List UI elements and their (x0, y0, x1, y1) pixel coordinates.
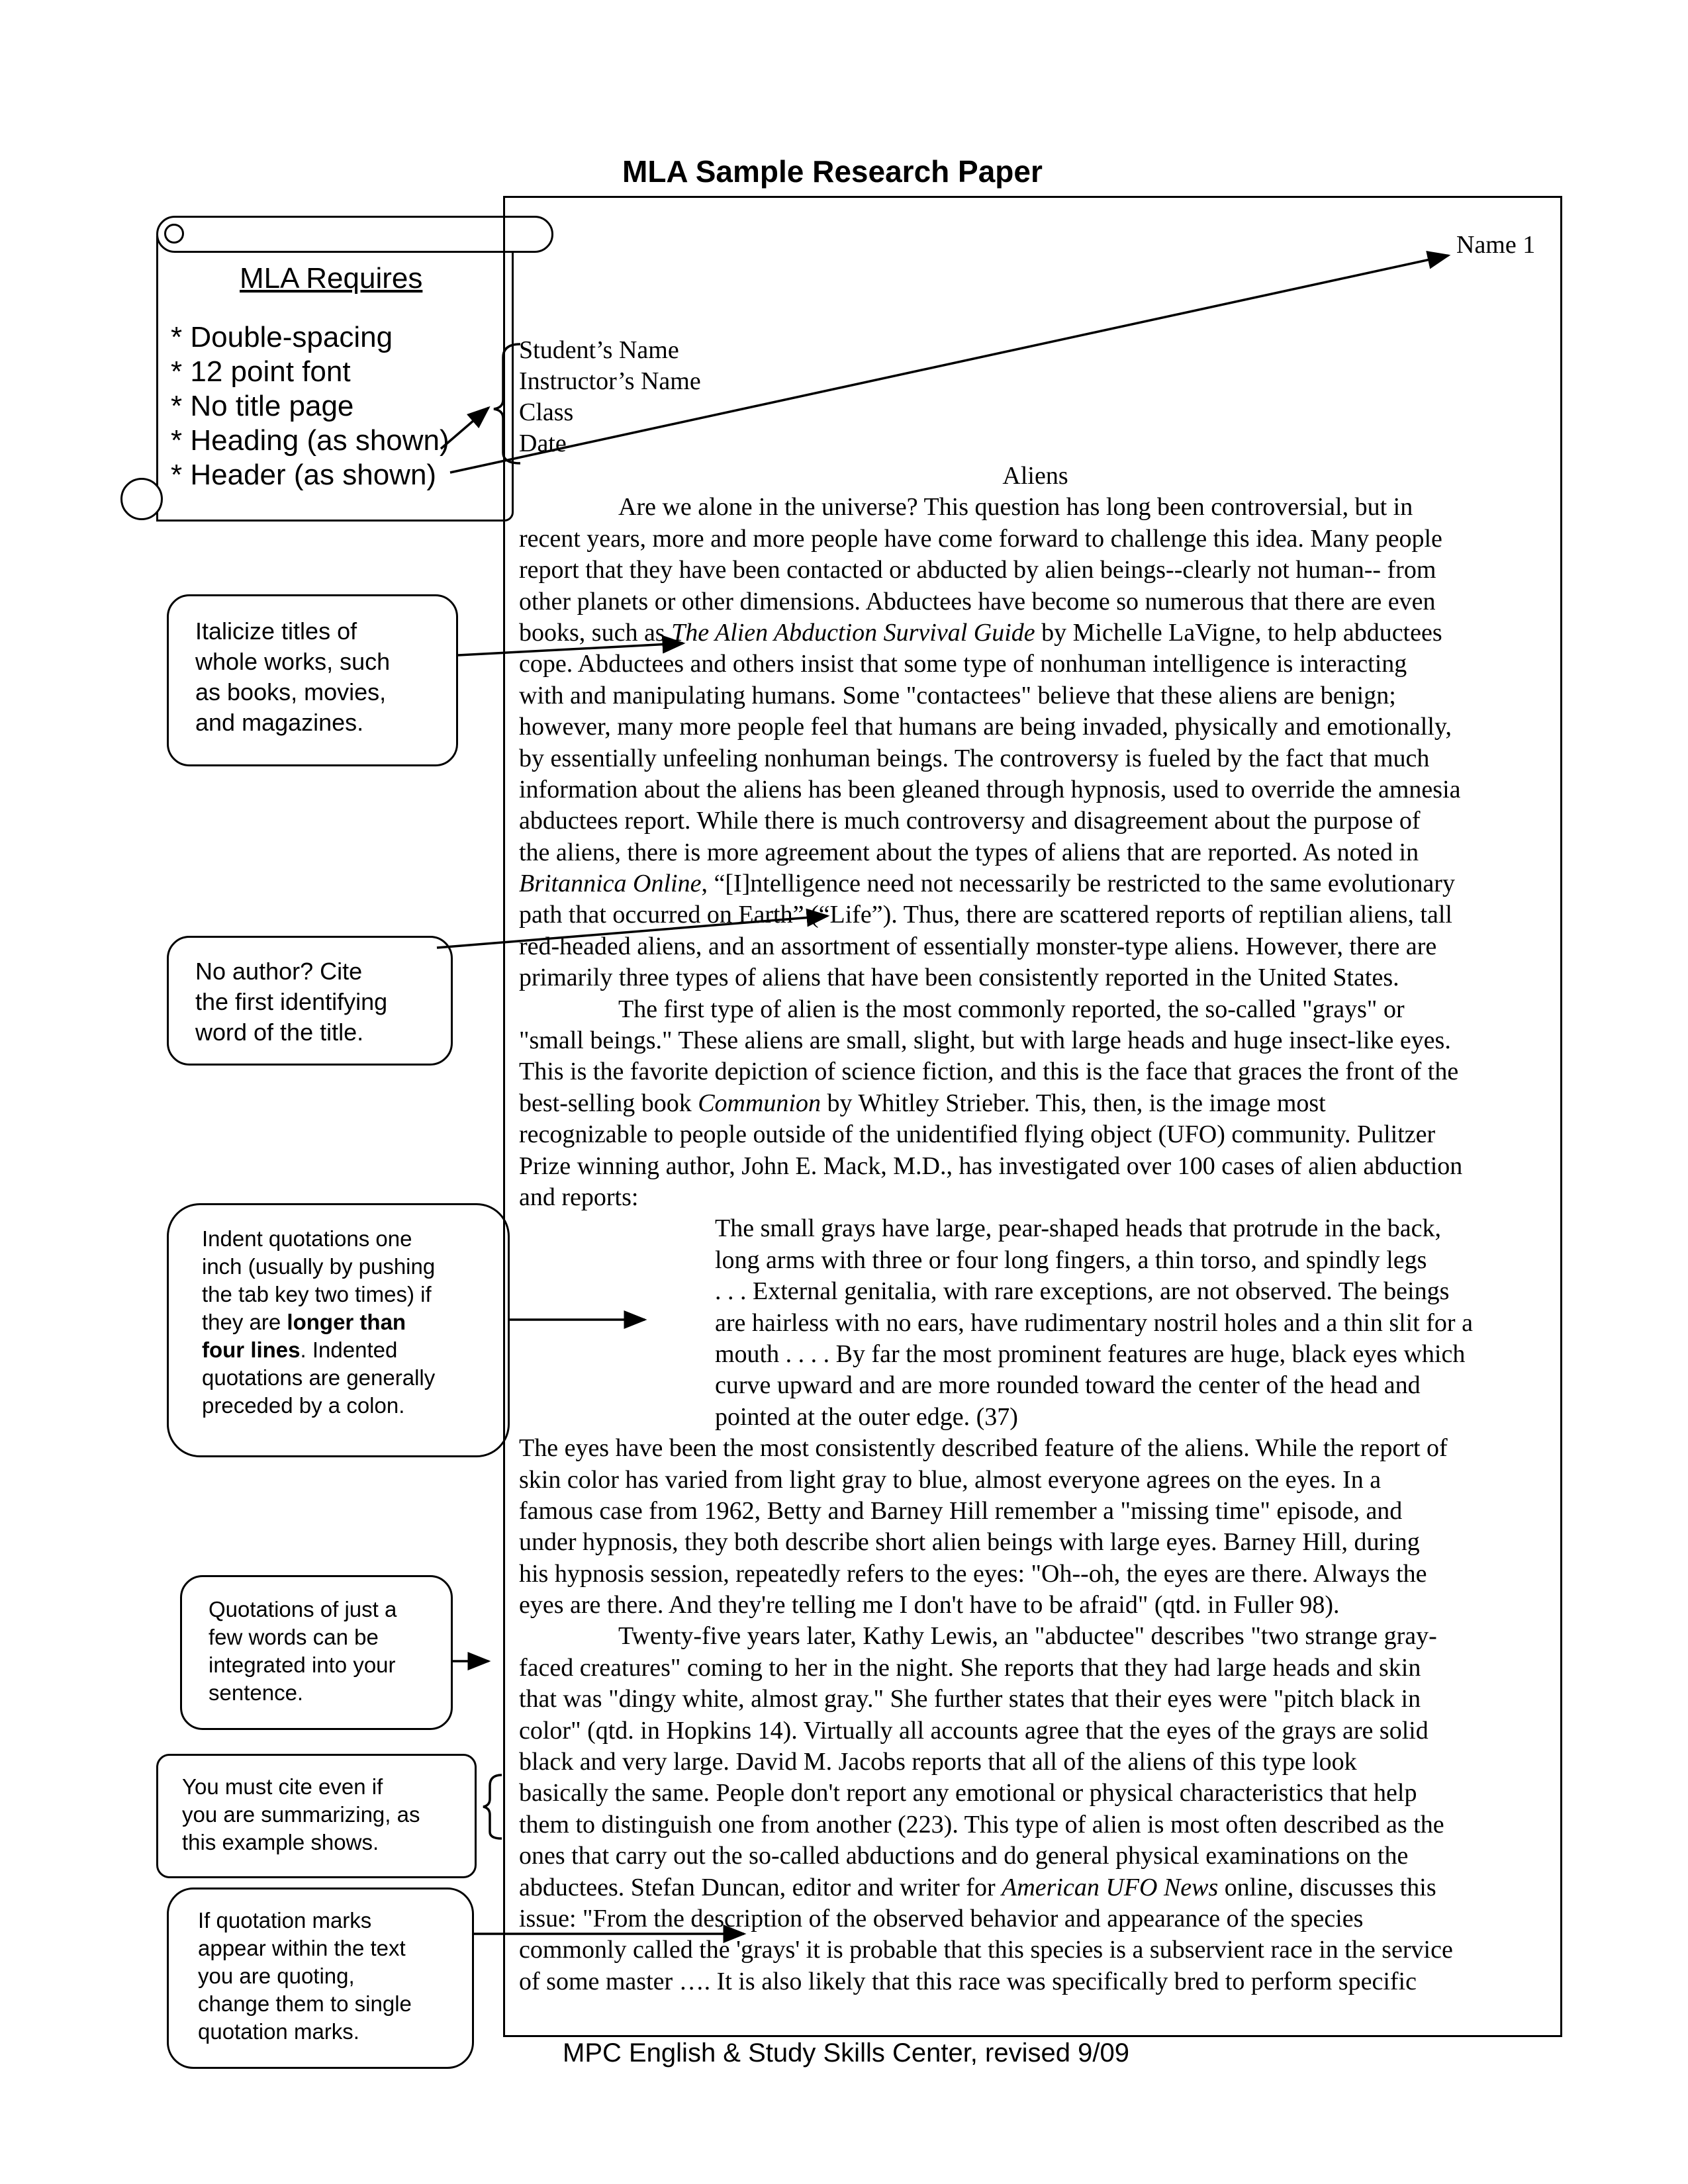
text-line: This is the favorite depiction of science fiction, and this is the face that graces the front of the (519, 1058, 1459, 1086)
note-line: and magazines. (195, 709, 364, 736)
text-line: The eyes have been the most consistently described feature of the aliens. While the report of (519, 1434, 1448, 1463)
text-span: best-selling book (519, 1089, 698, 1117)
text-line: of some master …. It is also likely that this race was specifically bred to perform specific (519, 1967, 1417, 1995)
note-line: sentence. (209, 1680, 304, 1705)
text-line: ones that carry out the so-called abductions and do general physical examinations on the (519, 1842, 1409, 1870)
text-line: The first type of alien is the most commonly reported, the so-called "grays" or (618, 995, 1405, 1023)
note-line: the first identifying (195, 988, 388, 1015)
paper-title: Aliens (1002, 462, 1068, 490)
heading-instructor-name: Instructor’s Name (519, 367, 701, 395)
heading-class: Class (519, 398, 574, 426)
note-emphasis: four lines (202, 1338, 301, 1362)
text-line: skin color has varied from light gray to blue, almost everyone agrees on the eyes. In a (519, 1465, 1382, 1494)
text-line: recent years, more and more people have come forward to challenge this idea. Many people (519, 524, 1442, 553)
note-text: . Indented (300, 1338, 398, 1362)
italic-title: American UFO News (1002, 1873, 1219, 1901)
heading-student-name: Student’s Name (519, 336, 679, 364)
text-span: abductees. Stefan Duncan, editor and writer for (519, 1873, 1002, 1901)
no-author-arrow (437, 916, 827, 948)
note-line: you are summarizing, as (182, 1802, 420, 1827)
text-line: under hypnosis, they both describe short alien beings with large eyes. Barney Hill, during (519, 1528, 1420, 1557)
italic-title: Britannica Online (519, 870, 702, 898)
text-line: recognizable to people outside of the unidentified flying object (UFO) community. Pulitzer (519, 1120, 1436, 1149)
note-line: Indent quotations one (202, 1226, 412, 1251)
italic-title: Communion (698, 1089, 821, 1117)
note-line: Quotations of just a (209, 1597, 397, 1621)
note-line: you are quoting, (198, 1964, 355, 1988)
text-line: with and manipulating humans. Some "contactees" believe that these aliens are benign; (519, 681, 1396, 709)
text-line: faced creatures" coming to her in the night. She reports that they had large heads and skin (519, 1653, 1421, 1682)
list-item: * Heading (as shown) (171, 424, 449, 457)
note-line: appear within the text (198, 1936, 406, 1960)
text-line: primarily three types of aliens that have been consistently reported in the United States. (519, 964, 1399, 992)
heading-brace-icon (494, 344, 520, 463)
text-line: black and very large. David M. Jacobs reports that all of the aliens of this type look (519, 1748, 1357, 1776)
text-line: Prize winning author, John E. Mack, M.D., has investigated over 100 cases of alien abduction (519, 1152, 1463, 1180)
note-text: they are (202, 1310, 287, 1334)
note-line: change them to single (198, 1991, 412, 2016)
block-quote-line: curve upward and are more rounded toward the center of the head and (715, 1371, 1421, 1400)
text-line: "small beings." These aliens are small, slight, but with large heads and huge insect-like eyes. (519, 1026, 1451, 1055)
note-line: inch (usually by pushing (202, 1254, 436, 1279)
italic-title: The Alien Abduction Survival Guide (671, 618, 1035, 647)
text-span: by Michelle LaVigne, to help abductees (1035, 618, 1442, 647)
text-span: online, discusses this (1218, 1873, 1436, 1901)
note-line: the tab key two times) if (202, 1282, 432, 1306)
note-line: If quotation marks (198, 1908, 372, 1933)
note-line: Italicize titles of (195, 617, 357, 645)
page-footer: MPC English & Study Skills Center, revised 9/09 (563, 2038, 1129, 2068)
text-line: red-headed aliens, and an assortment of essentially monster-type aliens. However, there are (519, 932, 1437, 960)
text-line: color" (qtd. in Hopkins 14). Virtually all accounts agree that the eyes of the grays are solid (519, 1716, 1429, 1745)
note-line: You must cite even if (182, 1774, 383, 1799)
note-emphasis: longer than (287, 1310, 406, 1334)
block-quote-line: . . . External genitalia, with rare exceptions, are not observed. The beings (715, 1277, 1450, 1306)
text-line: however, many more people feel that humans are being invaded, physically and emotionally, (519, 713, 1452, 741)
page-header: Name 1 (1456, 231, 1536, 259)
block-quote-line: The small grays have large, pear-shaped heads that protrude in the back, (715, 1214, 1441, 1243)
text-line: issue: "From the description of the observed behavior and appearance of the species (519, 1904, 1364, 1933)
block-quote-line: are hairless with no ears, have rudimentary nostril holes and a thin slit for a (715, 1308, 1473, 1337)
text-span: , “[I]ntelligence need not necessarily be restricted to the same evolutionary (701, 870, 1455, 898)
heading-arrow (441, 408, 489, 449)
text-span: books, such as (519, 618, 672, 647)
list-item: * No title page (171, 390, 354, 422)
text-line: and reports: (519, 1183, 639, 1211)
list-item: * Double-spacing (171, 321, 393, 353)
text-line: commonly called the 'grays' it is probable that this species is a subservient race in the service (519, 1936, 1453, 1964)
note-line: as books, movies, (195, 678, 387, 705)
list-item: * 12 point font (171, 355, 351, 388)
text-line: basically the same. People don't report any emotional or physical characteristics that help (519, 1779, 1417, 1807)
text-line: eyes are there. And they're telling me I don't have to be afraid" (qtd. in Fuller 98). (519, 1591, 1340, 1619)
text-line: famous case from 1962, Betty and Barney Hill remember a "missing time" episode, and (519, 1496, 1403, 1525)
text-span: by Whitley Strieber. This, then, is the image most (821, 1089, 1326, 1117)
block-quote-line: pointed at the outer edge. (37) (715, 1402, 1018, 1431)
text-line: them to distinguish one from another (223). This type of alien is most often described as the (519, 1810, 1444, 1839)
text-line: abductees report. While there is much controversy and disagreement about the purpose of (519, 807, 1421, 835)
text-line: Are we alone in the universe? This question has long been controversial, but in (618, 493, 1413, 522)
text-line: information about the aliens has been gleaned through hypnosis, used to override the amnesia (519, 775, 1461, 803)
heading-date: Date (519, 430, 567, 457)
note-line: quotations are generally (202, 1365, 436, 1390)
note-line: preceded by a colon. (202, 1393, 405, 1418)
list-item: * Header (as shown) (171, 459, 437, 491)
block-quote-line: mouth . . . . By far the most prominent features are huge, black eyes which (715, 1340, 1466, 1368)
text-line: by essentially unfeeling nonhuman beings. The controversy is fueled by the fact that much (519, 744, 1430, 772)
text-line: path that occurred on Earth” (“Life”). Thus, there are scattered reports of reptilian aliens, tall (519, 901, 1452, 929)
text-line: cope. Abductees and others insist that some type of nonhuman intelligence is interacting (519, 650, 1407, 678)
cite-brace-icon (483, 1775, 502, 1839)
text-line: report that they have been contacted or abducted by alien beings--clearly not human-- from (519, 556, 1436, 584)
text-line: that was "dingy white, almost gray." She further states that their eyes were "pitch black in (519, 1685, 1421, 1713)
text-line: his hypnosis session, repeatedly refers to the eyes: "Oh--oh, the eyes are there. Always the (519, 1559, 1427, 1588)
note-line: integrated into your (209, 1653, 396, 1677)
note-line: few words can be (209, 1625, 379, 1649)
note-line: quotation marks. (198, 2019, 359, 2044)
scroll-title: MLA Requires (240, 262, 423, 295)
note-line: whole works, such (195, 648, 391, 675)
document-title: MLA Sample Research Paper (622, 154, 1043, 189)
text-line: Twenty-five years later, Kathy Lewis, an "abductee" describes "two strange gray- (618, 1622, 1437, 1651)
text-line: other planets or other dimensions. Abductees have become so numerous that there are even (519, 587, 1436, 615)
italicize-arrow (458, 643, 683, 655)
text-line: the aliens, there is more agreement about the types of aliens that are reported. As noted in (519, 838, 1419, 866)
header-arrow (450, 255, 1448, 473)
note-line: word of the title. (195, 1019, 364, 1046)
note-line: No author? Cite (195, 958, 363, 985)
block-quote-line: long arms with three or four long fingers, a thin torso, and spindly legs (715, 1246, 1427, 1274)
note-line: this example shows. (182, 1830, 379, 1854)
